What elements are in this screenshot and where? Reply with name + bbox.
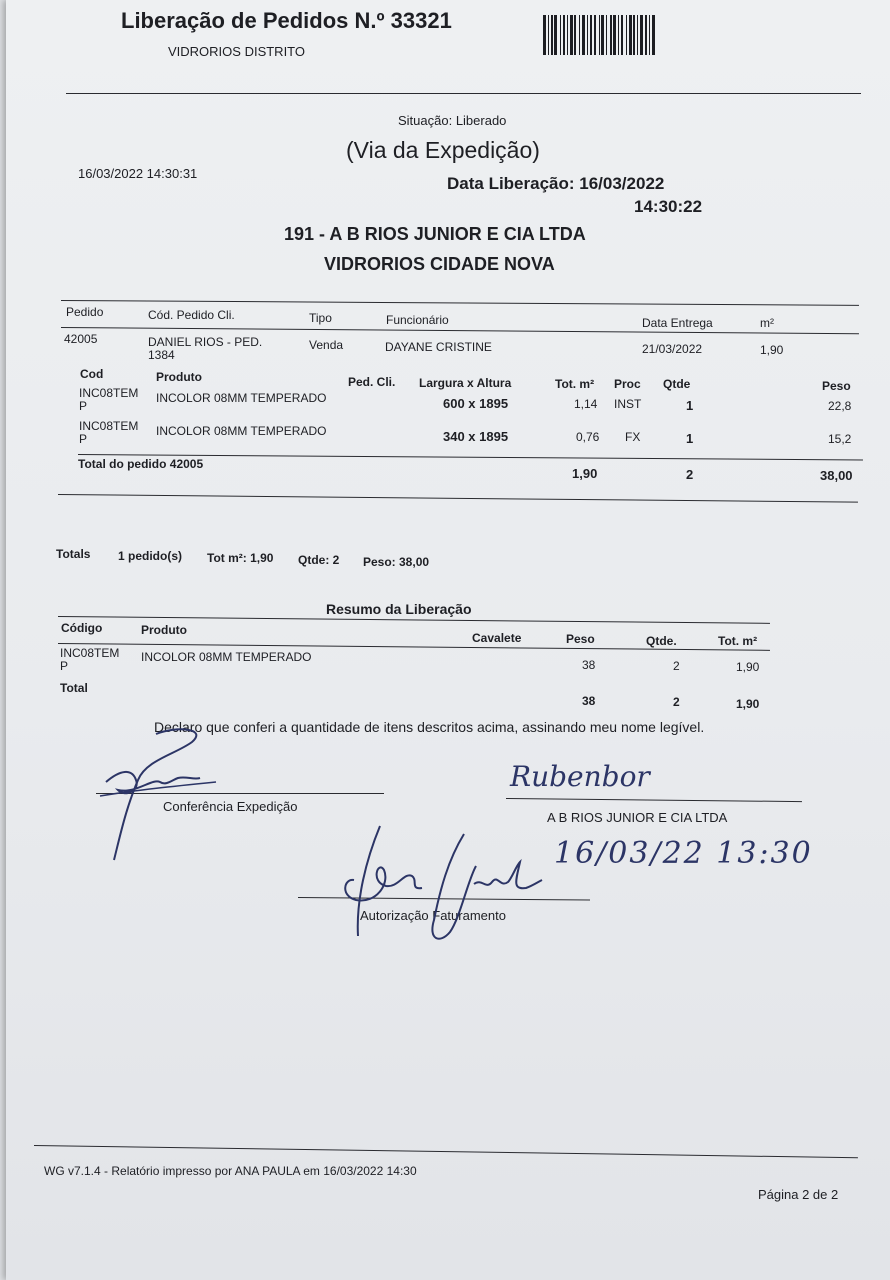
totals-qty: Qtde: 2 [298,553,340,567]
item-col-largura-altura: Largura x Altura [419,376,512,390]
order-header-rule [61,327,859,334]
header-divider [66,93,861,94]
page-number: Página 2 de 2 [758,1187,839,1202]
issuer-name: VIDRORIOS DISTRITO [168,44,305,59]
order-table-bottom-rule [58,494,858,503]
summary-col-produto: Produto [141,623,187,637]
col-funcionario: Funcionário [386,313,449,327]
summary-col-qtde: Qtde. [646,634,677,648]
summary-total-m2: 1,90 [736,697,760,711]
order-type: Venda [309,338,344,352]
order-client-ref-cont: 1384 [148,348,175,362]
summary-row-qty: 2 [673,659,680,673]
totals-label: Totals [56,547,91,561]
client-store: VIDRORIOS CIDADE NOVA [324,254,555,274]
summary-col-codigo: Código [61,621,103,635]
item-1-proc: INST [614,397,642,411]
autorizacao-label: Autorização Faturamento [360,908,506,923]
item-1-product: INCOLOR 08MM TEMPERADO [156,391,327,405]
item-1-qty: 1 [686,398,694,413]
item-col-tot-m2: Tot. m² [555,377,595,391]
item-col-cod: Cod [80,367,104,381]
order-number: 42005 [64,332,98,346]
summary-row-code: INC08TEM [60,646,120,660]
handwritten-datetime: 16/03/22 13:30 [554,836,813,871]
order-client-ref: DANIEL RIOS - PED. [148,335,263,349]
item-2-weight: 15,2 [828,432,852,446]
order-total-weight: 38,00 [820,468,853,483]
summary-row-product: INCOLOR 08MM TEMPERADO [141,650,312,664]
release-date: Data Liberação: 16/03/2022 [447,174,665,193]
order-total-m2: 1,90 [572,466,598,481]
document-title: Liberação de Pedidos N.º 33321 [121,8,452,33]
handwritten-name: Rubenbor [510,760,650,793]
item-col-peso: Peso [822,379,851,393]
order-m2: 1,90 [760,343,784,357]
item-1-tot-m2: 1,14 [574,397,598,411]
item-2-dimensions: 340 x 1895 [443,429,509,444]
order-total-qty: 2 [686,467,694,482]
totals-weight: Peso: 38,00 [363,555,430,569]
client-signature-label: A B RIOS JUNIOR E CIA LTDA [547,810,728,825]
item-1-weight: 22,8 [828,399,852,413]
order-employee: DAYANE CRISTINE [385,340,492,354]
document-page [6,0,890,1280]
summary-total-label: Total [60,681,88,695]
release-time: 14:30:22 [634,197,703,216]
printed-timestamp: 16/03/2022 14:30:31 [78,166,198,181]
client-name: 191 - A B RIOS JUNIOR E CIA LTDA [284,224,586,244]
item-1-dimensions: 600 x 1895 [443,396,509,411]
item-2-code-cont: P [79,432,88,446]
summary-row-m2: 1,90 [736,660,760,674]
summary-row-weight: 38 [582,658,596,672]
summary-col-cavalete: Cavalete [472,631,522,645]
situation-label: Situação: Liberado [398,113,507,128]
item-1-code-cont: P [79,399,88,413]
client-signature-line [506,798,802,802]
item-col-produto: Produto [156,370,202,384]
item-col-proc: Proc [614,377,641,391]
totals-m2: Tot m²: 1,90 [207,551,274,565]
item-2-code: INC08TEM [79,419,139,433]
totals-orders: 1 pedido(s) [118,549,183,563]
col-pedido: Pedido [66,305,104,319]
copy-type: (Via da Expedição) [346,137,540,163]
summary-total-weight: 38 [582,694,596,708]
item-1-code: INC08TEM [79,386,139,400]
footer-rule [34,1145,858,1158]
order-table-top-rule [61,300,859,306]
item-2-product: INCOLOR 08MM TEMPERADO [156,424,327,438]
item-2-proc: FX [625,430,641,444]
summary-title: Resumo da Liberação [326,601,472,617]
item-2-tot-m2: 0,76 [576,430,600,444]
col-cod-pedido-cli: Cód. Pedido Cli. [148,308,235,322]
order-total-label: Total do pedido 42005 [78,457,204,471]
barcode [543,15,683,55]
footer-printed-by: WG v7.1.4 - Relatório impresso por ANA PAULA em 16/03/2022 14:30 [44,1164,417,1178]
col-tipo: Tipo [309,311,332,325]
col-m2: m² [760,316,774,330]
declaration-text: Declaro que conferi a quantidade de itens descritos acima, assinando meu nome legível. [154,719,705,735]
conferencia-signature [96,720,226,870]
conferencia-label: Conferência Expedição [163,799,298,814]
summary-col-peso: Peso [566,632,595,646]
item-2-qty: 1 [686,431,694,446]
autorizacao-signature [336,820,546,950]
item-col-qtde: Qtde [663,377,691,391]
summary-col-tot-m2: Tot. m² [718,634,758,648]
summary-total-qty: 2 [673,695,680,709]
item-col-ped-cli: Ped. Cli. [348,375,396,389]
col-data-entrega: Data Entrega [642,316,713,330]
summary-row-code-cont: P [60,659,69,673]
order-delivery-date: 21/03/2022 [642,342,703,356]
